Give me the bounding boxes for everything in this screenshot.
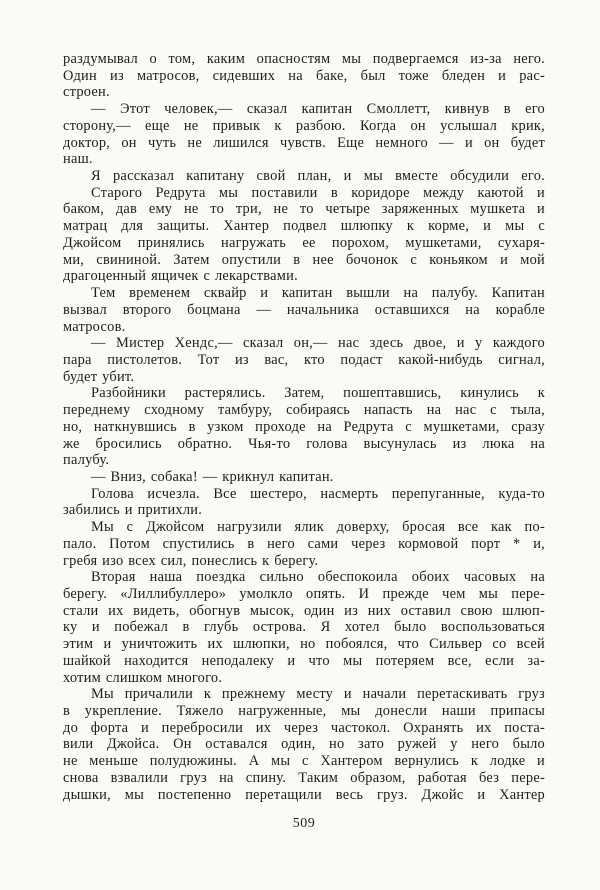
text-line: гребя изо всех сил, понеслись к берегу.: [63, 552, 319, 569]
text-line: Голова исчезла. Все шестеро, насмерть перепуганные, куда-то: [91, 485, 545, 502]
paragraph: [63, 519, 545, 569]
text-line: — Вниз, собака! — крикнул капитан.: [91, 468, 334, 485]
text-line: дышки, мы постепенно перетащили весь груз. Джойс и Хантер: [63, 786, 545, 803]
text-line: палубу.: [63, 452, 110, 469]
text-line: до форта и перебросили их через частокол. Охранять их поста-: [63, 719, 545, 736]
text-line: драгоценный ящичек с лекарствами.: [63, 268, 298, 285]
text-line: этим и уничтожить их шлюпки, но побоялся, что Сильвер со всей: [63, 636, 545, 653]
text-line: вызвал второго боцмана — начальника оставшихся на корабле: [63, 301, 545, 318]
paragraph: [63, 469, 545, 486]
page-number: 509: [292, 816, 316, 831]
paragraph: [63, 285, 545, 335]
text-line: снова взвалили груз на спину. Таким образом, работая без пере-: [63, 769, 545, 786]
text-line: наш.: [63, 151, 93, 168]
text-line: будет убит.: [63, 368, 135, 385]
text-line: — Мистер Хендс,— сказал он,— нас здесь двое, и у каждого: [91, 335, 545, 352]
text-line: забились и притихли.: [63, 502, 203, 519]
text-line: баком, дав ему не то три, не то четыре заряженных мушкета и: [63, 201, 545, 218]
paragraph: [63, 486, 545, 519]
text-line: но, наткнувшись в узком проходе на Редрута с мушкетами, сразу: [63, 418, 545, 435]
text-line: Я рассказал капитану свой план, и мы вместе обсудили его.: [91, 168, 545, 185]
text-line: шайкой находится неподалеку и что мы потеряем все, если за-: [63, 652, 545, 669]
text-line: Тем временем сквайр и капитан вышли на палубу. Капитан: [91, 285, 545, 302]
text-line: стали их видеть, обогнув мысок, один из них оставил свою шлюп-: [63, 602, 545, 619]
text-line: раздумывал о том, каким опасностям мы подвергаемся из-за него.: [63, 51, 545, 67]
text-block: [63, 51, 545, 803]
text-line: Мы с Джойсом нагрузили ялик доверху, бросая все как по-: [91, 519, 545, 536]
text-line: хотим слишком многого.: [63, 669, 223, 686]
paragraph: [63, 51, 545, 101]
text-line: Мы причалили к прежнему месту и начали перетаскивать груз: [91, 686, 545, 703]
paragraph: [63, 101, 545, 168]
paragraph: [63, 686, 545, 803]
text-line: пало. Потом спустились в него сами через кормовой порт * и,: [63, 535, 545, 552]
text-line: доктор, он чуть не лишился чувств. Еще немного — и он будет: [63, 134, 545, 151]
text-line: переднему сходному тамбуру, собираясь напасть на нас с тыла,: [63, 402, 545, 419]
text-line: Джойсом принялись нагружать ее порохом, мушкетами, сухаря-: [63, 234, 545, 251]
paragraph: [63, 335, 545, 385]
text-line: пара пистолетов. Тот из вас, кто подаст какой-нибудь сигнал,: [63, 351, 545, 368]
text-line: же бросились обратно. Чья-то голова высунулась из люка на: [63, 435, 545, 452]
paragraph: [63, 569, 545, 686]
text-line: сторону,— еще не привык к разбою. Когда он услышал крик,: [63, 117, 545, 134]
paragraph: [63, 385, 545, 469]
text-line: Вторая наша поездка сильно обеспокоила обоих часовых на: [91, 569, 545, 586]
text-line: в укрепление. Тяжело нагруженные, мы донесли наши припасы: [63, 703, 545, 720]
text-line: Старого Редрута мы поставили в коридоре между каютой и: [91, 184, 545, 201]
text-line: — Этот человек,— сказал капитан Смоллетт, кивнув в его: [91, 101, 545, 118]
paragraph: [63, 185, 545, 285]
paragraph: [63, 168, 545, 185]
text-line: вили Джойса. Он оставался один, но зато ружей у него было: [63, 736, 545, 753]
text-line: Разбойники растерялись. Затем, пошептавшись, кинулись к: [91, 385, 545, 402]
text-line: матросов.: [63, 318, 126, 335]
text-line: Один из матросов, сидевших на баке, был тоже бледен и рас-: [63, 67, 545, 84]
text-line: ку и побежал в глубь острова. Я хотел было воспользоваться: [63, 619, 545, 636]
text-line: не меньше полудюжины. А мы с Хантером вернулись к лодке и: [63, 753, 545, 770]
text-line: ми, свининой. Затем опустили в нее бочонок с коньяком и мой: [63, 251, 545, 268]
text-line: матрац для защиты. Хантер подвел шлюпку к корме, и мы с: [63, 218, 545, 235]
text-line: строен.: [63, 84, 110, 101]
text-line: берегу. «Лиллибуллеро» умолкло опять. И прежде чем мы пере-: [63, 586, 545, 602]
